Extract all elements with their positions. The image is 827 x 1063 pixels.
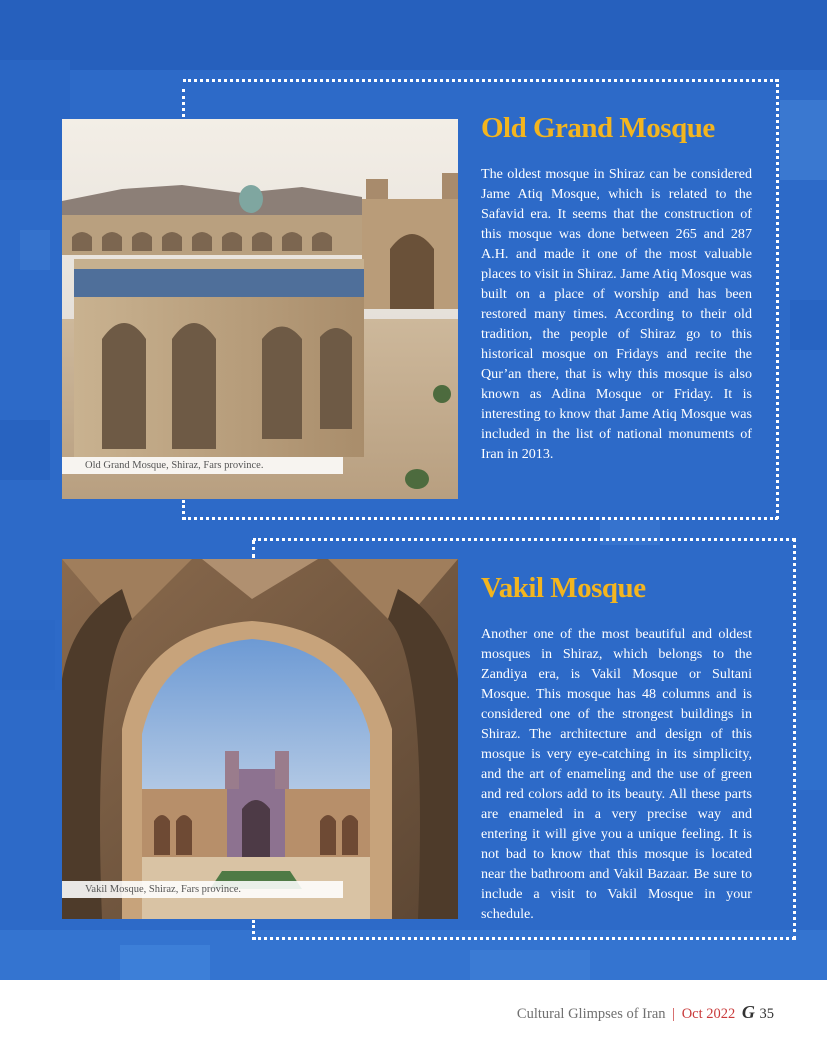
frame-2-right (793, 538, 796, 940)
frame-1-right (776, 79, 779, 519)
page-number: 35 (759, 1006, 774, 1022)
frame-1-left-bottom (182, 500, 185, 520)
vakil-mosque-photo (62, 559, 458, 919)
page-footer (517, 1002, 774, 1023)
old-grand-mosque-title: Old Grand Mosque (481, 112, 715, 144)
frame-1-bottom (183, 517, 778, 520)
old-grand-mosque-caption: Old Grand Mosque, Shiraz, Fars province. (62, 457, 343, 474)
old-grand-mosque-text: The oldest mosque in Shiraz can be considered Jame Atiq Mosque, which is related to the Safavid era. It seems that the construction of this mosque was done between 265 and 287 A.H. and made it one of the most valuable places to visit in Shiraz. Jame Atiq Mosque was built on a place of worship and has been restored many times. According to their old tradition, the people of Shiraz go to this historical mosque on Fridays and recite the Qur’an there, that is why this mosque is also known as Adina Mosque or Friday. It is interesting to know that Jame Atiq Mosque was included in the list of national monuments of Iran in 2013. (481, 166, 752, 462)
magazine-logo: G (741, 1002, 755, 1022)
footer-separator: | (672, 1006, 676, 1022)
vakil-mosque-caption: Vakil Mosque, Shiraz, Fars province. (62, 881, 343, 898)
vakil-mosque-text: Another one of the most beautiful and oldest mosques in Shiraz, which belongs to the Zandiya era, is Vakil Mosque or Sultani Mosque. This mosque has 48 columns and is considered one of the strongest buildings in Shiraz. The architecture and design of this mosque is very eye-catching in its simplicity, and the art of enameling and the use of green and red colors add to its beauty. All these parts are enameled in a very precise way and entering it will give you a unique feeling. It is not bad to know that this mosque is located near the bathroom and Vakil Bazaar. Be sure to include a visit to Vakil Mosque in your schedule. (481, 626, 752, 922)
magazine-name: Cultural Glimpses of Iran (516, 1006, 666, 1022)
frame-2-bottom (253, 937, 795, 940)
frame-1-top (183, 79, 778, 82)
frame-2-left-top (252, 540, 255, 558)
frame-2-top (253, 538, 795, 541)
issue-date: Oct 2022 (681, 1006, 736, 1022)
vakil-mosque-title: Vakil Mosque (481, 572, 646, 604)
frame-2-left-bottom (252, 920, 255, 940)
frame-1-left-top (182, 89, 185, 117)
old-grand-mosque-photo (62, 119, 458, 499)
